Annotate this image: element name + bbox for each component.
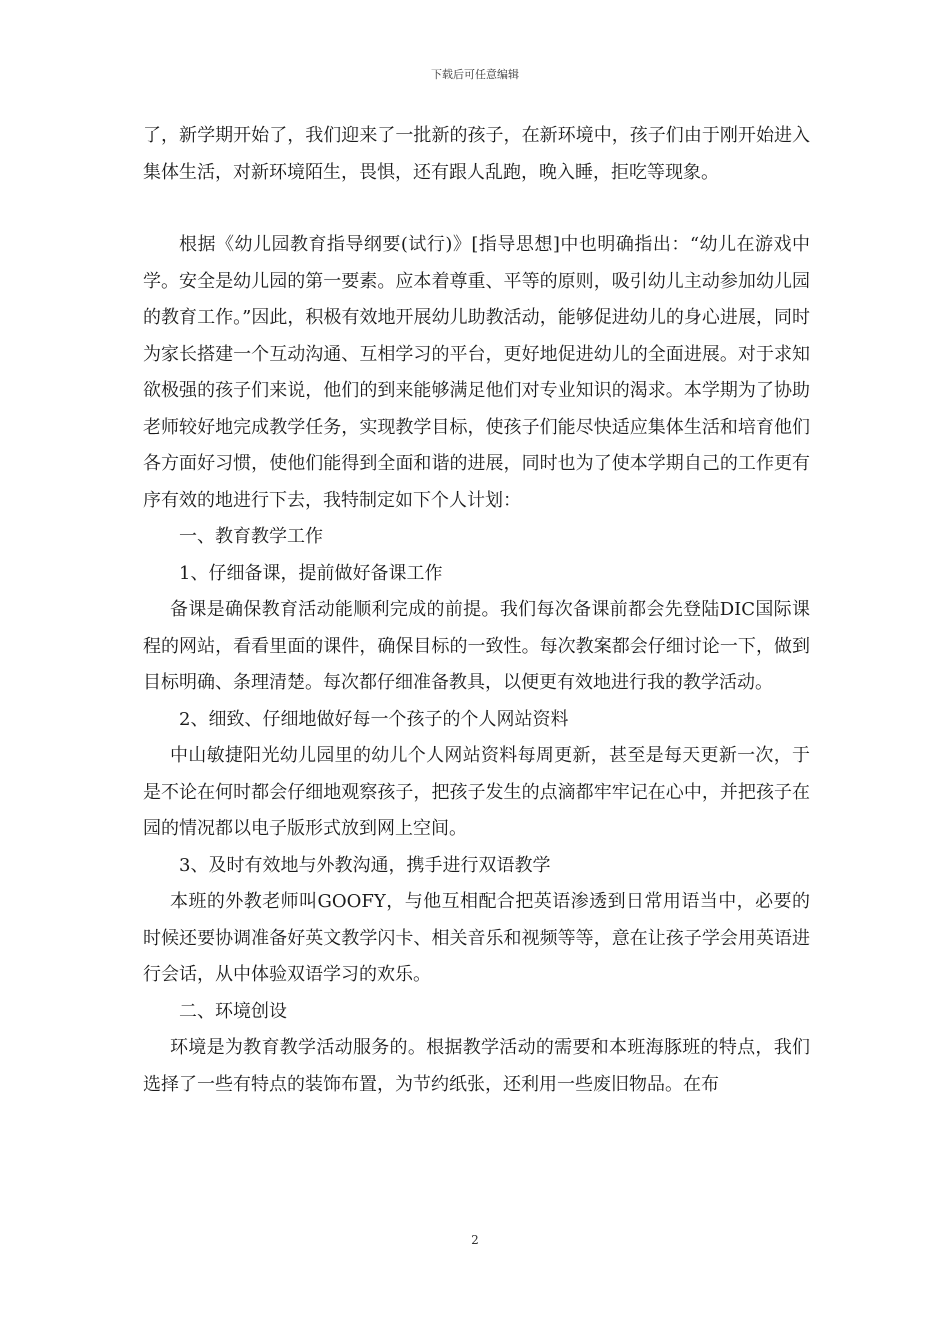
section-heading-teaching: 一、教育教学工作 <box>179 526 323 547</box>
paragraph-continuation: 了，新学期开始了，我们迎来了一批新的孩子，在新环境中，孩子们由于刚开始进入集体生活，对新环境陌生，畏惧，还有跟人乱跑，晚入睡，拒吃等现象。 <box>143 125 810 183</box>
subheading-website-data: 2、细致、仔细地做好每一个孩子的个人网站资料 <box>179 708 569 730</box>
document-body <box>143 118 810 1103</box>
section-heading-environment: 二、环境创设 <box>179 1000 287 1022</box>
page-number: 2 <box>471 1233 479 1247</box>
page-header: 下载后可任意编辑 <box>431 68 519 81</box>
paragraph-environment: 环境是为教育教学活动服务的。根据教学活动的需要和本班海豚班的特点，我们选择了一些有特点的装饰布置，为节约纸张，还利用一些废旧物品。在布 <box>143 1037 810 1095</box>
paragraph-website-data: 中山敏捷阳光幼儿园里的幼儿个人网站资料每周更新，甚至是每天更新一次，于是不论在何时都会仔细地观察孩子，把孩子发生的点滴都牢牢记在心中，并把孩子在园的情况都以电子版形式放到网上空间。 <box>143 745 810 839</box>
subheading-lesson-prep: 1、仔细备课，提前做好备课工作 <box>179 562 443 584</box>
subheading-bilingual: 3、及时有效地与外教沟通，携手进行双语教学 <box>179 854 551 876</box>
paragraph-bilingual: 本班的外教老师叫GOOFY，与他互相配合把英语渗透到日常用语当中，必要的时候还要协调准备好英文教学闪卡、相关音乐和视频等等，意在让孩子学会用英语进行会话，从中体验双语学习的欢乐。 <box>143 891 810 985</box>
paragraph-gap <box>143 191 810 227</box>
paragraph-lesson-prep: 备课是确保教育活动能顺利完成的前提。我们每次备课前都会先登陆DIC国际课程的网站，看看里面的课件，确保目标的一致性。每次教案都会仔细讨论一下，做到目标明确、条理清楚。每次都仔细准备教具，以便更有效地进行我的教学活动。 <box>143 599 810 693</box>
paragraph-guidelines: 根据《幼儿园教育指导纲要(试行)》[指导思想]中也明确指出：“幼儿在游戏中学。安全是幼儿园的第一要素。应本着尊重、平等的原则，吸引幼儿主动参加幼儿园的教育工作。”因此，积极有效地开展幼儿助教活动，能够促进幼儿的身心进展，同时为家长搭建一个互动沟通、互相学习的平台，更好地促进幼儿的全面进展。对于求知欲极强的孩子们来说，他们的到来能够满足他们对专业知识的渴求。本学期为了协助老师较好地完成教学任务，实现教学目标，使孩子们能尽快适应集体生活和培育他们各方面好习惯，使他们能得到全面和谐的进展，同时也为了使本学期自己的工作更有序有效的地进行下去，我特制定如下个人计划： <box>143 234 810 511</box>
